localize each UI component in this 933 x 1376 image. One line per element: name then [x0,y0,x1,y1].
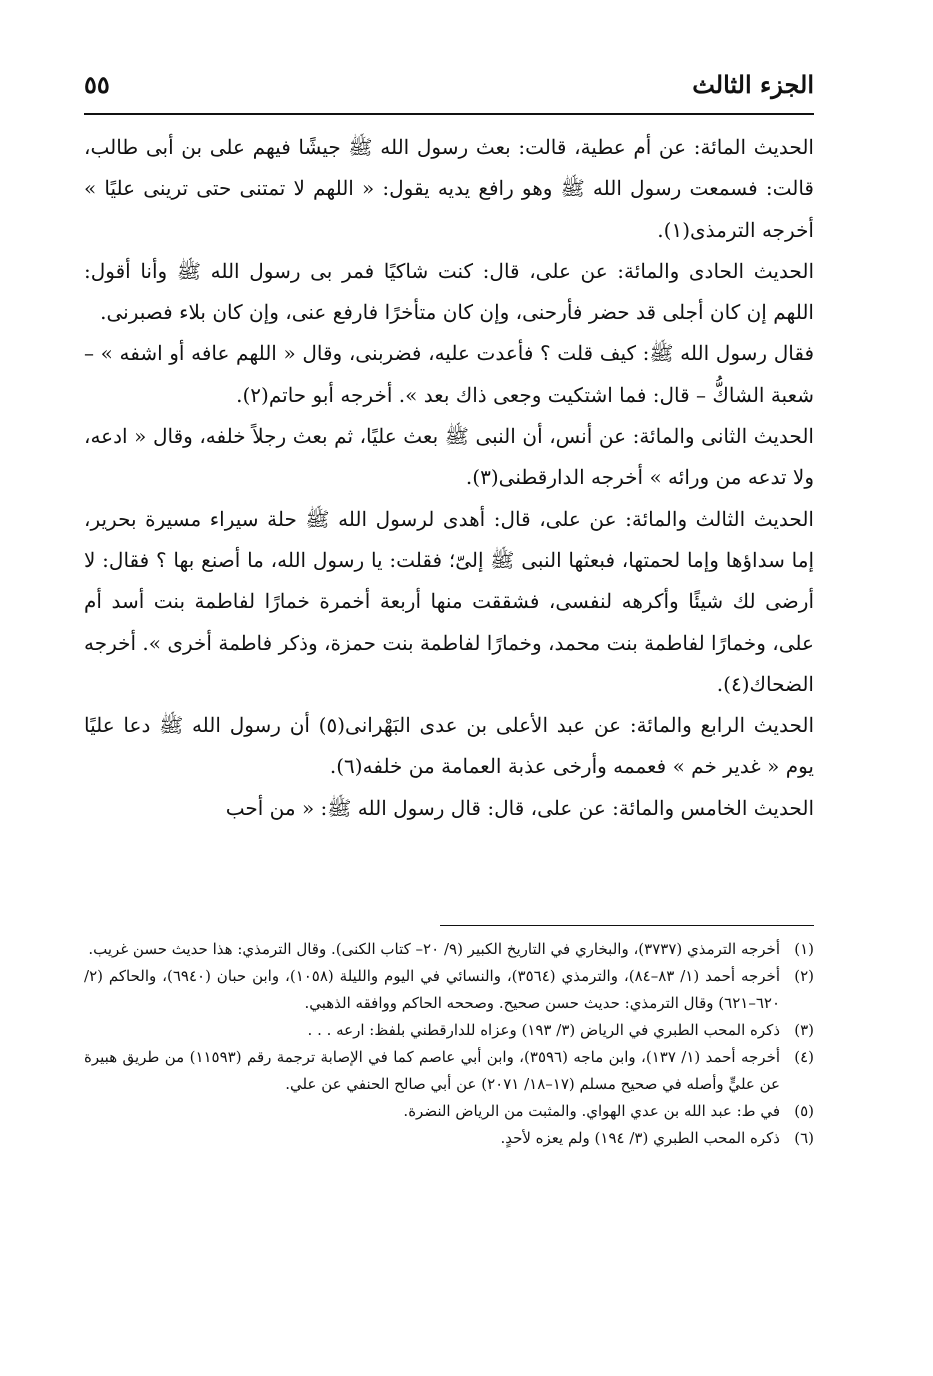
footnote-text: أخرجه أحمد (١/ ١٣٧)، وابن ماجه (٣٥٩٦)، وابن أبي عاصم كما في الإصابة ترجمة رقم (١١٥٩٣) من طريق هبيرة عن عليٍّ وأصله في صحيح مسلم (١٧–١٨/ ٢٠٧١) عن أبي صالح الحنفي عن علي. [84,1048,781,1093]
footnote-text: أخرجه أحمد (١/ ٨٣–٨٤)، والترمذي (٣٥٦٤)، والنسائي في اليوم والليلة (١٠٥٨)، وابن حبان (٦٩٤٠)، والحاكم (٢/ ٦٢٠–٦٢١) وقال الترمذي: حديث حسن صحيح. وصححه الحاكم ووافقه الذهبي. [84,967,780,1012]
paragraph-hadith-100: الحديث المائة: عن أم عطية، قالت: بعث رسول الله ﷺ جيشًا فيهم على بن أبى طالب، قالت: فسمعت رسول الله ﷺ وهو رافع يديه يقول: « اللهم لا تمتنى حتى ترينى عليًا » أخرجه الترمذى(١). [84,135,814,242]
footnote-item [84,1098,814,1125]
footnote-item [84,963,814,1017]
footnote-item [84,1017,814,1044]
paragraph-hadith-101: الحديث الحادى والمائة: عن على، قال: كنت شاكيًا فمر بى رسول الله ﷺ وأنا أقول: اللهم إن كان أجلى قد حضر فأرحنى، وإن كان متأخرًا فارفع عنى، وإن كان بلاء فصبرنى. [84,258,814,325]
footnote-item [84,936,814,963]
footnote-text: ذكره المحب الطبري في الرياض (٣/ ١٩٣) وعزاه للدارقطني بلفظ: ارعه . . . [307,1021,780,1039]
footnote-text: في ط: عبد الله بن عدي الهواي. والمثبت من الرياض النضرة. [403,1102,780,1120]
footnote-number: (٢) [794,967,814,985]
header-rule [84,113,814,115]
footnote-number: (٥) [794,1102,814,1120]
paragraph-hadith-104: الحديث الرابع والمائة: عن عبد الأعلى بن عدى البَهْرانى(٥) أن رسول الله ﷺ دعا عليًا يوم « غدير خم » فعممه وأرخى عذبة العمامة من خلفه(٦). [84,713,815,779]
footnote-number: (٦) [794,1129,814,1147]
page-header [84,66,814,106]
main-text [84,127,814,829]
paragraph-hadith-103: الحديث الثالث والمائة: عن على، قال: أهدى لرسول الله ﷺ حلة سيراء مسيرة بحرير، إما سداؤها وإما لحمتها، فبعثها النبى ﷺ إلىّ؛ فقلت: يا رسول الله، ما أصنع بها ؟ فقال: لا أرضى لك شيئًا وأكرهه لنفسى، فشققت منها أربعة أخمرة خمارًا لفاطمة بنت أسد أم على، وخمارًا لفاطمة بنت محمد، وخمارًا لفاطمة بنت حمزة، وذكر فاطمة أخرى ». أخرجه الضحاك(٤). [84,506,814,696]
footnote-text: ذكره المحب الطبري (٣/ ١٩٤) ولم يعزه لأحدٍ. [500,1129,780,1147]
paragraph-hadith-105: الحديث الخامس والمائة: عن على، قال: قال رسول الله ﷺ: « من أحب [225,795,814,820]
paragraph-hadith-102: الحديث الثانى والمائة: عن أنس، أن النبى ﷺ بعث عليًا، ثم بعث رجلاً خلفه، وقال « ادعه، ولا تدعه من ورائه » أخرجه الدارقطنى(٣). [84,424,814,490]
footnote-number: (٣) [794,1021,814,1039]
paragraph-hadith-101-cont: فقال رسول الله ﷺ: كيف قلت ؟ فأعدت عليه، فضربنى، وقال « اللهم عافه أو اشفه » –شعبة الشاكُّ – قال: فما اشتكيت وجعى ذاك بعد ». أخرجه أبو حاتم(٢). [84,341,814,407]
running-head: الجزء الثالث [692,70,814,99]
footnote-rule [440,925,814,926]
footnote-number: (١) [794,940,814,958]
footnote-number: (٤) [794,1048,814,1066]
page-number: ٥٥ [84,70,110,99]
footnote-item [84,1044,814,1098]
footnotes [84,936,814,1152]
footnote-item [84,1125,814,1152]
footnote-text: أخرجه الترمذي (٣٧٣٧)، والبخاري في التاريخ الكبير (٩/ ٢٠– كتاب الكنى). وقال الترمذي: هذا حديث حسن غريب. [88,940,780,958]
